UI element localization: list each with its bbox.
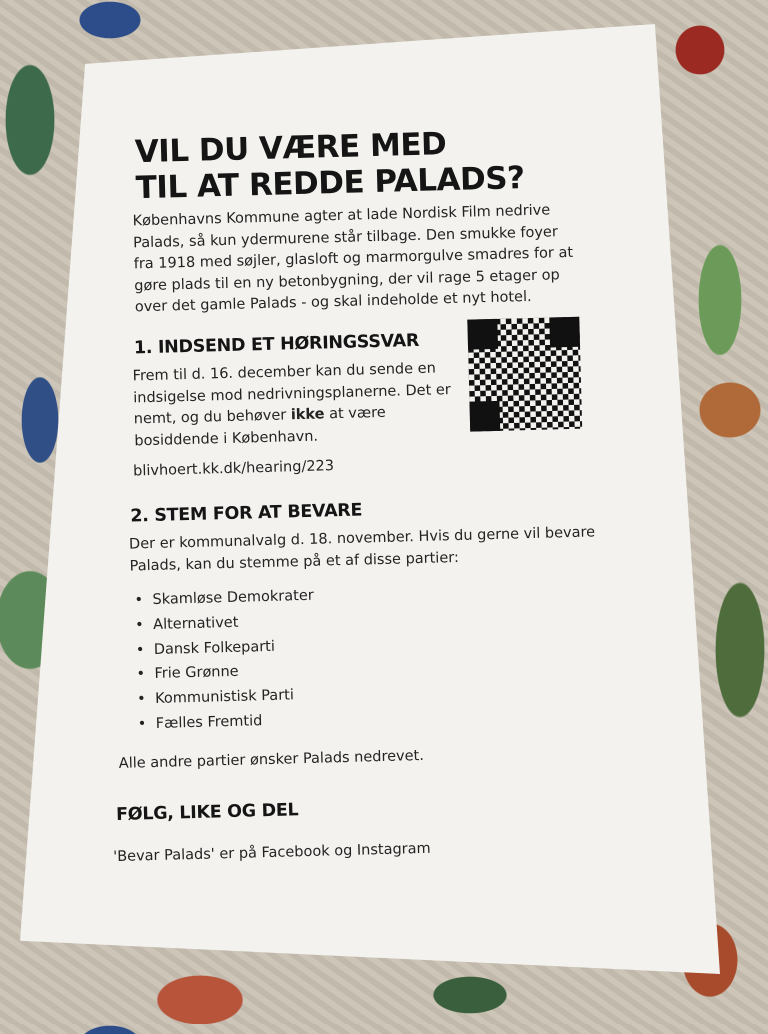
- party-list-item: • Kommunistisk Parti: [135, 683, 317, 713]
- party-list-item: • Dansk Folkeparti: [134, 633, 316, 663]
- party-list-item: • Frie Grønne: [134, 658, 316, 688]
- party-list: [132, 584, 317, 737]
- section-2-body: Der er kommunalvalg d. 18. november. Hvis du gerne vil bevare Palads, kan du stemme på et af disse partier:: [128, 524, 596, 575]
- section-1-heading: 1. INDSEND ET HØRINGSSVAR: [133, 330, 420, 359]
- party-list-item: • Alternativet: [133, 609, 315, 639]
- section-1-body-start: Frem til d. 16. december kan du sende en indsigelse mod nedrivningsplanerne. Det er nemt, og du behøver: [132, 360, 451, 428]
- intro-paragraph: Københavns Kommune agter at lade Nordisk Film nedrive Palads, så kun ydermurene står tilbage. Den smukke foyer fra 1918 med søjler, glasloft og marmorgulve smadres for at gøre plads til en ny betonbygning, der vil rage 5 etager op over det gamle Palads - og skal indeholde et nyt hotel.: [132, 202, 574, 316]
- title-line-1: VIL DU VÆRE MED: [134, 126, 447, 171]
- section-2-footer: Alle andre partier ønsker Palads nedrevet.: [118, 747, 425, 772]
- title-line-2: TIL AT REDDE PALADS?: [135, 160, 525, 207]
- section-1-body: [132, 358, 454, 452]
- section-1-body-end: at være bosiddende i København.: [134, 404, 386, 449]
- qr-code-icon[interactable]: [467, 317, 582, 432]
- section-2-heading: 2. STEM FOR AT BEVARE: [130, 500, 363, 527]
- hearing-link[interactable]: blivhoert.kk.dk/hearing/223: [132, 458, 335, 480]
- party-list-item: • Fælles Fremtid: [135, 708, 317, 738]
- party-list-item: • Skamløse Demokrater: [132, 584, 314, 614]
- section-3-body: 'Bevar Palads' er på Facebook og Instagram: [113, 840, 431, 866]
- section-1-body-bold: ikke: [290, 406, 325, 424]
- flyer-title: [134, 124, 525, 206]
- section-3-heading: FØLG, LIKE OG DEL: [115, 800, 299, 826]
